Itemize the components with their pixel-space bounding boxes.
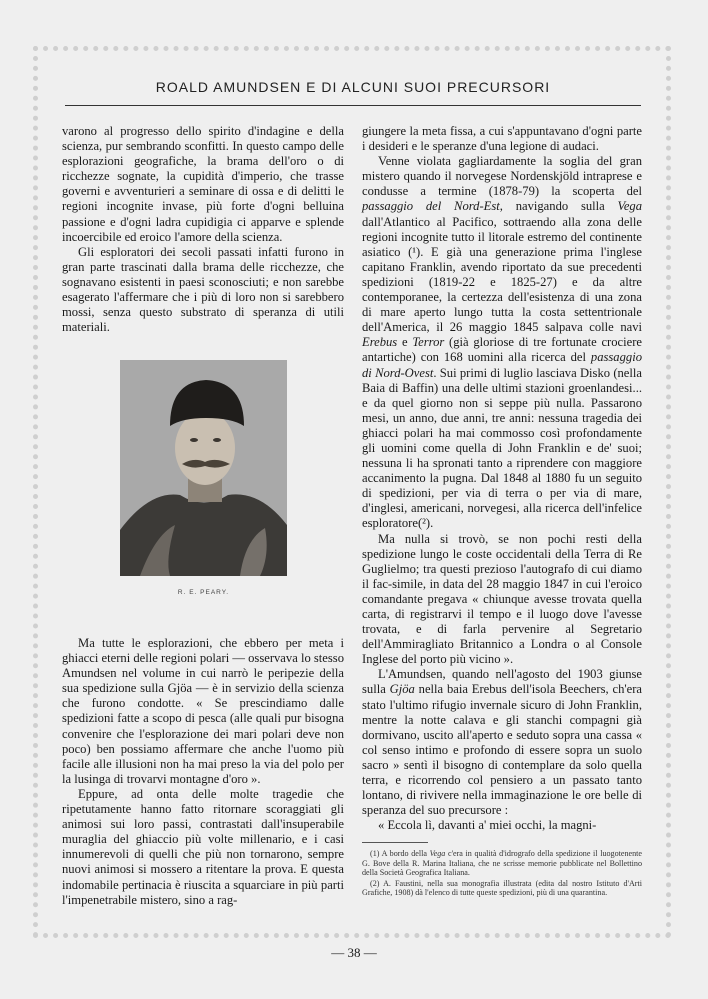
text-run: c'era in qualità d'idrografo della spedizione il luogotenente G. Bove della R. Marina Italiana, che ne scrisse memorie pubblicate nel Bollettino della Società Geografica Italiana.	[362, 849, 642, 878]
right-column	[362, 124, 642, 833]
page-number: — 38 —	[331, 945, 377, 960]
text-run: (1) A bordo della	[370, 849, 430, 858]
paragraph: giungere la meta fissa, a cui s'appuntavano d'ogni parte i desideri e le speranze d'una legione di audaci.	[362, 124, 642, 154]
header-rule	[65, 105, 641, 106]
text-run: , navigando sulla	[499, 199, 618, 214]
paragraph	[362, 154, 642, 531]
portrait-illustration	[120, 360, 287, 576]
text-run: (già gloriose di tre fortunate crociere antartiche) con 168 uomini alla ricerca del	[362, 335, 643, 365]
paragraph: Ma tutte le esplorazioni, che ebbero per meta i ghiacci eterni delle regioni polari — osservava lo stesso Amundsen nel volume in cui narrò le peripezie della sua spedizione sulla Gjöa — è in servizio della scienza che furono condotte. « Se prescindiamo dalle spedizioni fatte a scopo di pesca (alle quali pur bisogna convenire che l'esplorazione dei mari polari deve non poco) ben possiamo affermare che anche l'uomo più facile alle illusioni non ha mai preso la via del polo per la lusinga di trovarvi montagne d'oro ».	[62, 636, 344, 786]
footnote: (2) A. Faustini, nella sua monografia illustrata (edita dal nostro Istituto d'Arti Grafiche, 1908) dà l'elenco di tutte queste spedizioni, più di una quarantina.	[362, 878, 642, 898]
text-run: L'Amundsen, quando nell'agosto del 1903 giunse sulla	[362, 667, 642, 697]
footnote	[362, 849, 642, 878]
paragraph	[362, 667, 642, 818]
italic-term: Vega	[429, 849, 446, 858]
text-run: nella baia Erebus dell'isola Beechers, ch'era stato l'ultimo rifugio invernale sicuro di John Franklin, mentre la notte calava e gli stanchi compagni già dormivano, uscito all'aperto e seduto sopra una cassa « col senso intimo e profondo di essere sopra un suolo sacro » sentì il bisogno di contemplare da solo quella terra, e ricorrendo col pensiero a un passato tanto lontano, di rivivere nella immaginazione le ore belle di speranza del suo precursore :	[362, 682, 643, 818]
italic-term: Gjöa	[389, 682, 415, 697]
footnotes	[362, 849, 642, 899]
italic-term: Terror	[412, 335, 445, 350]
text-run: Venne violata gagliardamente la soglia del gran mistero quando il norvegese Nordenskjöld intraprese e condusse a termine (1878-79) la scoperta del	[362, 154, 642, 199]
paragraph: varono al progresso dello spirito d'indagine e della scienza, pur sembrando sconfitti. In questo campo delle esplorazioni geografiche, la brama dell'oro o di ricchezze sognate, la cupidità d'imperio, che trasse governi e avventurieri a seminare di ossa e di delitti le regioni incognite invase, più forte d'ogni belluina passione e d'ogni ladra cupidigia ci apparve e splende incoercibile ed eroico l'amore della scienza.	[62, 124, 344, 244]
text-run: e	[397, 335, 413, 350]
paragraph: Ma nulla si trovò, se non pochi resti della spedizione lungo le coste occidentali della Terra di Re Guglielmo; tra questi prezioso l'autografo di cui diamo il fac-simile, in data del 28 maggio 1847 in cui l'eroico comandante pregava « chiunque avesse trovata quella carta, di registrarvi il tempo e il luogo dove l'avesse trovata, e di farla pervenire al Segretario dell'Ammiragliato Britannico a Londra o al Console Inglese del porto più vicino ».	[362, 531, 642, 667]
italic-term: Erebus	[362, 335, 398, 350]
running-header: ROALD AMUNDSEN E DI ALCUNI SUOI PRECURSORI	[155, 79, 551, 95]
left-column-top	[62, 124, 344, 335]
paragraph: « Eccola lì, davanti a' miei occhi, la magni-	[378, 818, 597, 833]
italic-term: passaggio del Nord-Est	[362, 199, 500, 214]
italic-term: passaggio di Nord-Ovest	[362, 350, 642, 380]
footnote-rule	[362, 842, 428, 843]
italic-term: Vega	[617, 199, 643, 214]
left-column-bottom	[62, 636, 344, 908]
paragraph: Gli esploratori dei secoli passati infatti furono in gran parte trascinati dalla brama delle ricchezze, che sognavano esistenti in paesi sconosciuti; e non sarebbe esagerato l'affermare che i più di loro non si sarebbero mossi, senza questo substrato di speranza di utili materiali.	[62, 244, 344, 335]
text-run: dall'Atlantico al Pacifico, sottraendo alla zona delle regioni incognite tutto il litorale estremo del continente asiatico (¹). E già una generazione prima l'inglese capitano Franklin, avendo riportato da sue precedenti spedizioni (1819-22 e 1825-27) e da altre contemporanee, la certezza dell'esistenza di una zona di mare aperto lungo tutta la costa settentrionale dell'America, il 26 maggio 1845 salpava colle navi	[362, 214, 642, 335]
paragraph: Eppure, ad onta delle molte tragedie che ripetutamente hanno fatto ritornare scoraggiati gli animosi sui loro passi, contrastati dall'insuperabile muraglia del ghiaccio più volte millenario, e i casi innumerevoli di quelli che più non tornarono, sempre nuovi animosi si mossero a ritentare la prova. E questa indomabile pertinacia è riuscita a squarciare in più parti l'impenetrabile mistero, sino a rag-	[62, 786, 344, 907]
text-run: . Sui primi di luglio lasciava Disko (nella Baia di Baffin) una delle ultimi stazioni groenlandesi... e da quel giorno non si seppe più nulla. Passarono mesi, un anno, due anni, tre anni: nessuna tragedia dei ghiacci polari ha mai commosso così profondamente gli uomini come quella di John Franklin e de' suoi; nessuna li ha spronati tanto a riprendere con maggiore accanimento la pugna. Dal 1848 al 1880 fu un seguito di spedizioni, per via di terra o per via di mare, d'inglesi, americani, norvegesi, alla ricerca dell'infelice esploratore(²).	[362, 365, 642, 531]
photo-caption: R. E. PEARY.	[177, 589, 230, 596]
portrait-photo	[120, 360, 287, 576]
